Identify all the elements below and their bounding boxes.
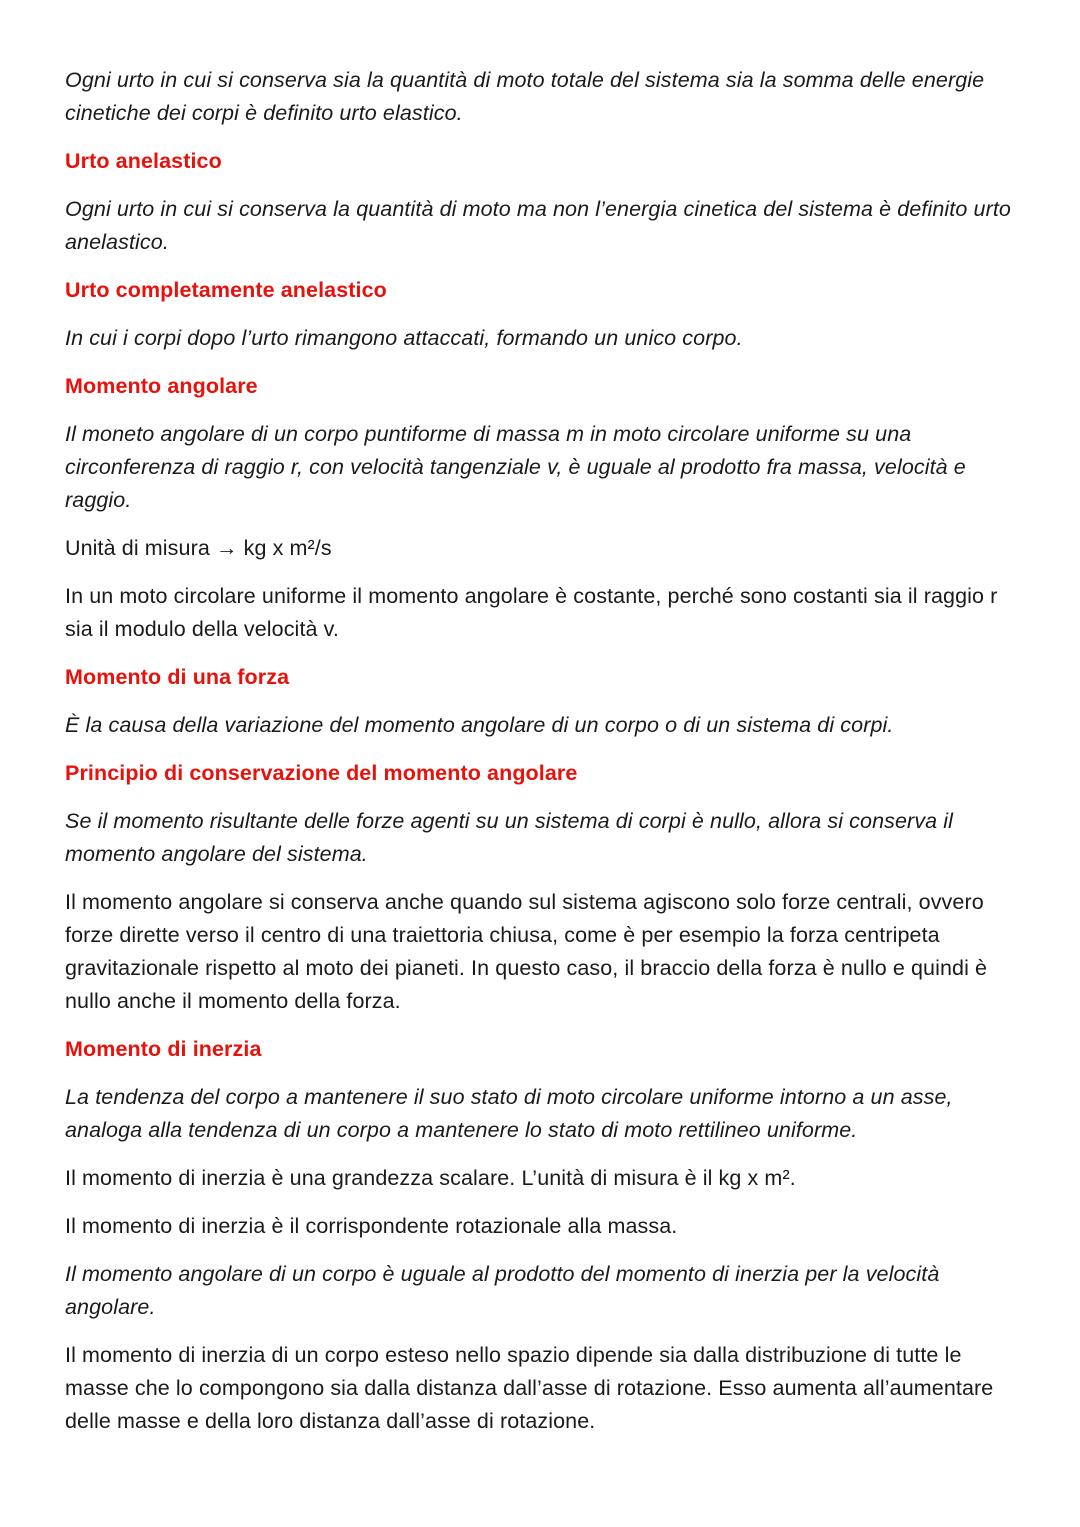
heading-urto-completamente-anelastico: Urto completamente anelastico [65, 278, 387, 302]
paragraph-unita-di-misura: Unità di misura → kg x m²/s [65, 536, 332, 560]
heading-urto-anelastico: Urto anelastico [65, 149, 222, 173]
paragraph-inerzia-rotazionale: Il momento di inerzia è il corrispondente rotazionale alla massa. [65, 1214, 678, 1238]
paragraph-principio-conservazione: Se il momento risultante delle forze agenti su un sistema di corpi è nullo, allora si conserva il momento angolare del sistema. [65, 809, 954, 866]
paragraph-inerzia-distribuzione: Il momento di inerzia di un corpo esteso nello spazio dipende sia dalla distribuzione di tutte le masse che lo compongono sia dalla distanza dall’asse di rotazione. Esso aumenta all’aumentare delle masse e della loro distanza dall’asse di rotazione. [65, 1343, 994, 1433]
paragraph-forze-centrali: Il momento angolare si conserva anche quando sul sistema agiscono solo forze centrali, ovvero forze dirette verso il centro di una traiettoria chiusa, come è per esempio la forza centripeta gravitazionale rispetto al moto dei pianeti. In questo caso, il braccio della forza è nullo e quindi è nullo anche il momento della forza. [65, 890, 988, 1013]
heading-momento-angolare: Momento angolare [65, 374, 258, 398]
paragraph-moto-circolare-uniforme: In un moto circolare uniforme il momento angolare è costante, perché sono costanti sia il raggio r sia il modulo della velocità v. [65, 584, 998, 641]
paragraph-urto-anelastico-definition: Ogni urto in cui si conserva la quantità di moto ma non l’energia cinetica del sistema è definito urto anelastico. [65, 197, 1011, 254]
paragraph-momento-angolare-definition: Il moneto angolare di un corpo puntiforme di massa m in moto circolare uniforme su una circonferenza di raggio r, con velocità tangenziale v, è uguale al prodotto fra massa, velocità e raggio. [65, 422, 966, 512]
heading-momento-di-una-forza: Momento di una forza [65, 665, 290, 689]
paragraph-inerzia-definition: La tendenza del corpo a mantenere il suo stato di moto circolare uniforme intorno a un asse, analoga alla tendenza di un corpo a mantenere lo stato di moto rettilineo uniforme. [65, 1085, 953, 1142]
paragraph-momento-angolare-inerzia: Il momento angolare di un corpo è uguale al prodotto del momento di inerzia per la velocità angolare. [65, 1262, 940, 1319]
heading-momento-di-inerzia: Momento di inerzia [65, 1037, 262, 1061]
paragraph-urto-elastico-definition: Ogni urto in cui si conserva sia la quantità di moto totale del sistema sia la somma delle energie cinetiche dei corpi è definito urto elastico. [65, 68, 985, 125]
paragraph-inerzia-scalare: Il momento di inerzia è una grandezza scalare. L’unità di misura è il kg x m². [65, 1166, 796, 1190]
paragraph-momento-forza-definition: È la causa della variazione del momento angolare di un corpo o di un sistema di corpi. [65, 713, 894, 737]
heading-principio-conservazione: Principio di conservazione del momento angolare [65, 761, 578, 785]
paragraph-urto-completamente-anelastico-definition: In cui i corpi dopo l’urto rimangono attaccati, formando un unico corpo. [65, 326, 743, 350]
document-page [65, 64, 1025, 1453]
